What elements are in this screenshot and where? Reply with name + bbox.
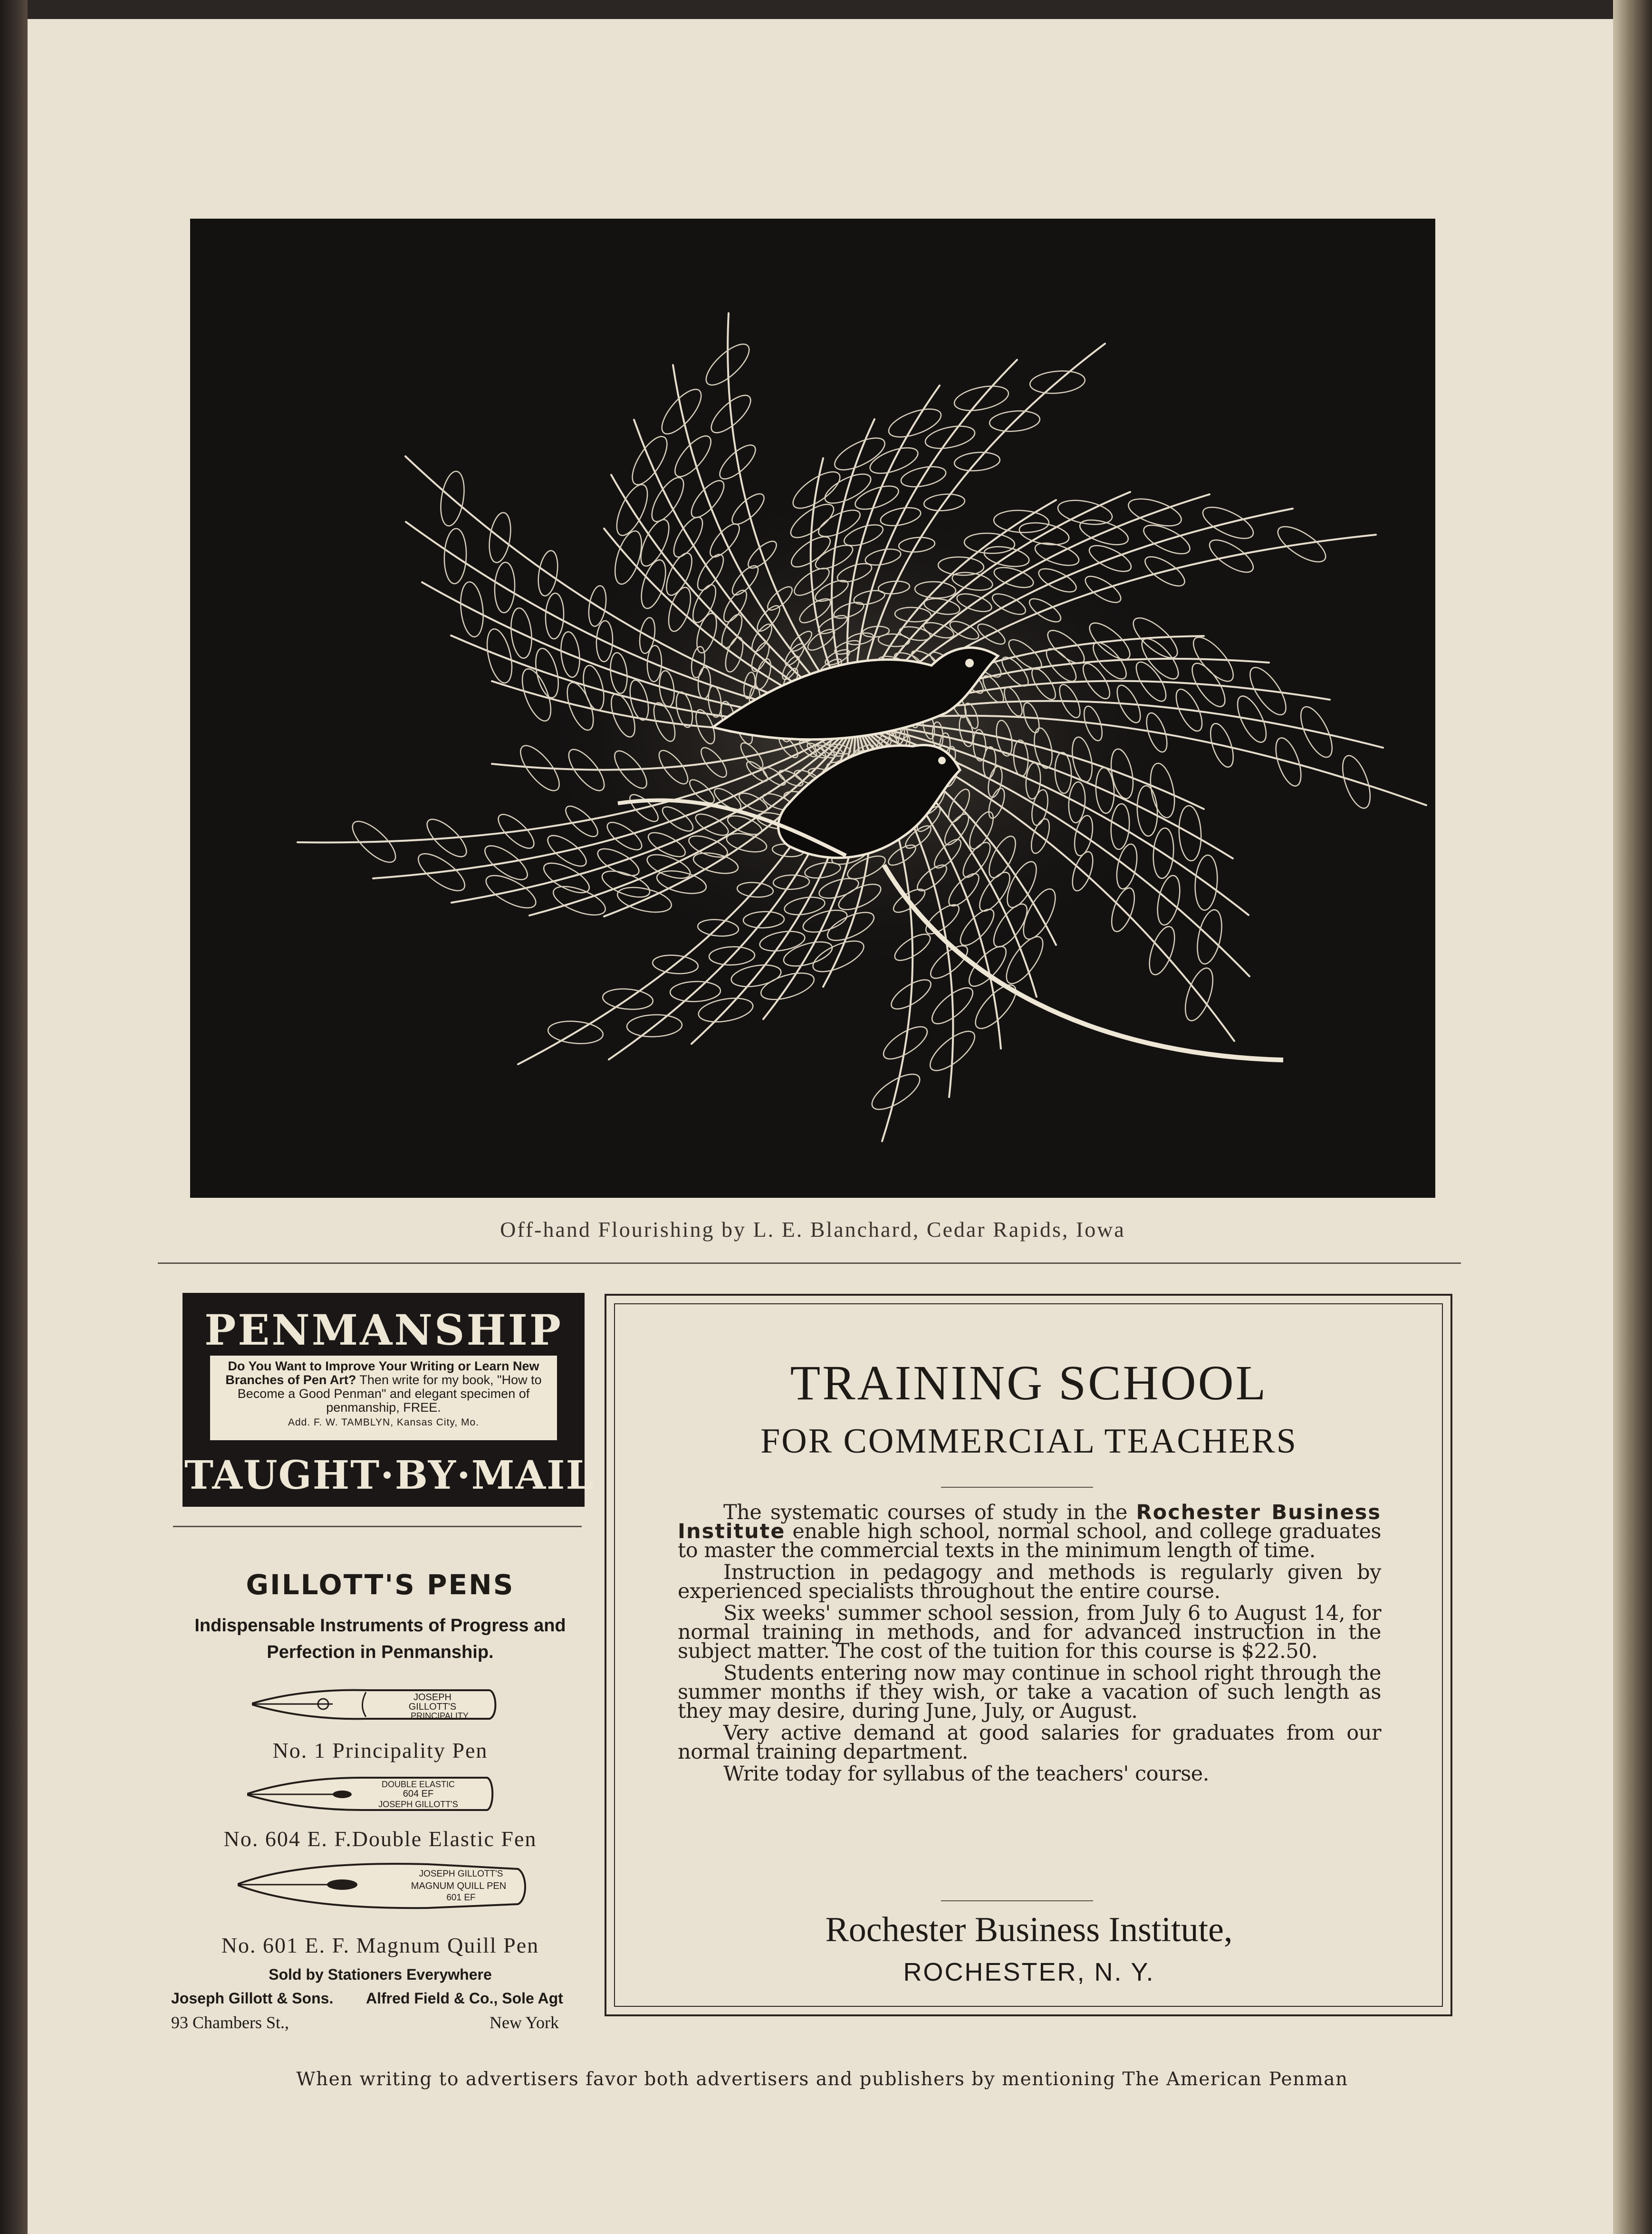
illustration-caption: Off-hand Flourishing by L. E. Blanchard, Cedar Rapids, Iowa bbox=[500, 1217, 1125, 1242]
pen-1-engraving-3: PRINCIPALITY bbox=[411, 1711, 469, 1721]
training-paragraph-2: Instruction in pedagogy and methods is regularly given by experienced specialists throughout the entire course. bbox=[678, 1560, 1381, 1603]
pen-principality-image bbox=[252, 1678, 499, 1730]
pen-2-engraving-2: 604 EF bbox=[403, 1789, 434, 1799]
training-p1-end: enable high school, normal school, and college graduates to master the commercial texts in the minimum length of time. bbox=[678, 1520, 1381, 1562]
penmanship-footer: TAUGHT·BY·MAIL bbox=[184, 1453, 595, 1498]
penmanship-title: PENMANSHIP bbox=[204, 1305, 563, 1355]
penmanship-ad bbox=[182, 1293, 595, 1507]
pen-3-engraving-1: JOSEPH GILLOTT'S bbox=[419, 1869, 503, 1879]
pen-3-label: No. 601 E. F. Magnum Quill Pen bbox=[221, 1933, 539, 1957]
training-body bbox=[678, 1503, 1381, 1786]
penmanship-body bbox=[210, 1356, 557, 1440]
ad-divider bbox=[173, 1526, 582, 1527]
penmanship-body-text: Then write for my book, "How to Become a Good Penman" and elegant specimen of penmanship, FREE. bbox=[237, 1373, 542, 1415]
penmanship-lead: Do You Want to Improve Your Writing or Learn New Branches of Pen Art? bbox=[225, 1359, 539, 1387]
pen-2-label: No. 604 E. F.Double Elastic Fen bbox=[223, 1827, 537, 1851]
training-p1-institute: Rochester Business Institute bbox=[678, 1501, 1381, 1543]
section-divider bbox=[158, 1262, 1461, 1264]
training-paragraph-1 bbox=[678, 1503, 1381, 1560]
pen-2-engraving-1: DOUBLE ELASTIC bbox=[381, 1780, 455, 1789]
flourish-drawing bbox=[190, 219, 1435, 1198]
pen-1-engraving-1: JOSEPH bbox=[413, 1692, 452, 1703]
training-subtitle: FOR COMMERCIAL TEACHERS bbox=[760, 1422, 1297, 1461]
page-footer: When writing to advertisers favor both advertisers and publishers by mentioning The American Penman bbox=[296, 2069, 1348, 2090]
institute-name: Rochester Business Institute, bbox=[825, 1910, 1233, 1949]
gillott-subtitle-2: Perfection in Penmanship. bbox=[267, 1642, 494, 1662]
pen-magnum-quill-image bbox=[238, 1856, 532, 1917]
signature-rule bbox=[941, 1900, 1093, 1901]
gillott-street: 93 Chambers St., bbox=[171, 2013, 289, 2032]
pen-1-label: No. 1 Principality Pen bbox=[272, 1738, 488, 1762]
gillott-title: GILLOTT'S PENS bbox=[246, 1569, 515, 1601]
pen-3-engraving-2: MAGNUM QUILL PEN bbox=[411, 1881, 507, 1891]
gillott-maker: Joseph Gillott & Sons. bbox=[171, 1990, 334, 2007]
institute-city: ROCHESTER, N. Y. bbox=[903, 1958, 1155, 1986]
training-paragraph-5: Very active demand at good salaries for graduates from our normal training department. bbox=[678, 1721, 1381, 1764]
gillott-agent: Alfred Field & Co., Sole Agt bbox=[366, 1990, 563, 2007]
binding-edge bbox=[0, 0, 28, 2234]
pen-double-elastic-image bbox=[247, 1767, 494, 1820]
penmanship-address: Add. F. W. TAMBLYN, Kansas City, Mo. bbox=[288, 1417, 480, 1428]
gillott-subtitle-1: Indispensable Instruments of Progress and bbox=[194, 1616, 566, 1636]
flourish-illustration bbox=[190, 219, 1435, 1198]
pen-3-engraving-3: 601 EF bbox=[446, 1893, 476, 1903]
pen-1-engraving-2: GILLOTT'S bbox=[408, 1702, 457, 1712]
training-paragraph-6: Write today for syllabus of the teachers' course. bbox=[723, 1762, 1209, 1786]
training-paragraph-3: Six weeks' summer school session, from July 6 to August 14, for normal training in methods, and for advanced instruction in the subject matter. The cost of the tuition for this course is $22.50. bbox=[678, 1601, 1381, 1663]
gillott-sold-by: Sold by Stationers Everywhere bbox=[269, 1966, 492, 1983]
gillott-city: New York bbox=[490, 2013, 559, 2032]
page-edge-right bbox=[1613, 0, 1652, 2234]
pen-2-engraving-3: JOSEPH GILLOTT'S bbox=[378, 1800, 458, 1809]
title-rule bbox=[941, 1487, 1093, 1488]
training-p1-start: The systematic courses of study in the bbox=[723, 1501, 1128, 1524]
training-title: TRAINING SCHOOL bbox=[790, 1356, 1268, 1410]
training-paragraph-4: Students entering now may continue in school right through the summer months if they wish, or take a vacation of such length as they may desire, during June, July, or August. bbox=[678, 1661, 1381, 1723]
